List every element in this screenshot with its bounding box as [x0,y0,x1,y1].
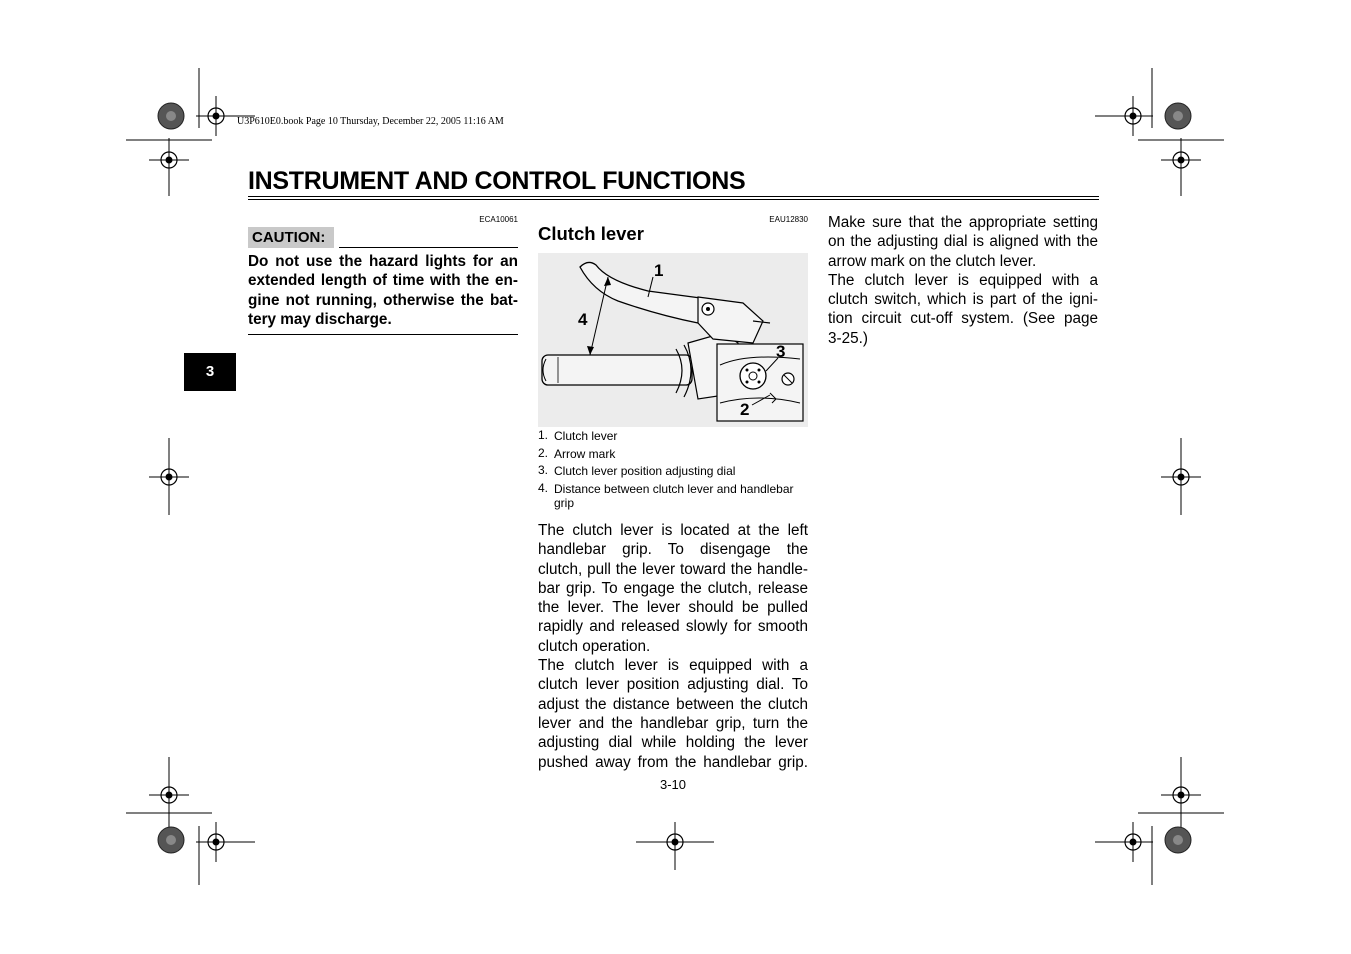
caption-text: Clutch lever position adjusting dial [554,464,736,478]
text-line: arrow mark on the clutch lever. [828,252,1037,270]
caution-line: extended length of time with the en- [248,272,518,290]
caption-number: 1. [538,428,549,442]
caution-code: ECA10061 [479,215,518,224]
figure-captions [538,427,810,510]
caption-number: 4. [538,480,549,495]
page-number: 3-10 [659,777,687,792]
caption-text: Arrow mark [554,446,616,461]
text-line: on the adjusting dial is aligned with the [828,233,1098,251]
right-column-text [828,213,1098,348]
callout-4: 4 [578,310,588,329]
caution-line: gine not running, otherwise the bat- [248,291,518,309]
caption-number: 2. [538,445,549,460]
caption-text: Clutch lever [554,429,618,443]
caution-line: tery may discharge. [248,310,392,328]
text-line: adjusting dial while holding the lever [538,734,808,752]
color-registration-icon [1165,103,1191,129]
caution-bottom-rule [248,334,518,335]
text-line: lever and the handlebar grip, turn the [538,714,808,732]
clutch-lever-illustration [538,253,808,427]
caution-line: Do not use the hazard lights for an [248,253,518,270]
clutch-body-text [538,521,808,772]
caption-item [538,427,810,445]
text-line: the lever. The lever should be pulled [538,599,808,617]
chapter-tab: 3 [184,353,236,391]
caption-item [538,462,810,480]
text-line: pushed away from the handlebar grip. [538,753,808,771]
caption-item [538,445,810,463]
page-title: INSTRUMENT AND CONTROL FUNCTIONS [248,167,746,195]
text-line: rapidly and released slowly for smooth [538,618,808,636]
caution-label: CAUTION: [248,227,334,248]
text-line: The clutch lever is located at the left [538,522,808,539]
title-rule [248,196,1099,197]
text-line: handlebar grip. To disengage the [538,541,808,559]
section-title: Clutch lever [538,223,644,244]
text-line: clutch, pull the lever toward the handle- [538,560,808,578]
text-line: clutch lever position adjusting dial. To [538,676,808,694]
color-registration-icon [158,827,184,853]
color-registration-icon [1165,827,1191,853]
text-line: clutch operation. [538,637,651,655]
title-rule [248,199,1099,200]
clutch-lever-drawing [538,253,808,427]
text-line: bar grip. To engage the clutch, release [538,579,808,597]
text-line: adjust the distance between the clutch [538,695,808,713]
text-line: The clutch lever is equipped with a [828,271,1098,289]
print-info: U3P610E0.book Page 10 Thursday, December 22, 2005 11:16 AM [237,116,504,127]
text-line: clutch switch, which is part of the igni- [828,291,1098,309]
text-line: Make sure that the appropriate setting [828,214,1098,231]
text-line: The clutch lever is equipped with a [538,657,808,675]
callout-2: 2 [740,400,750,419]
callout-1: 1 [654,261,664,280]
callout-3: 3 [776,342,786,361]
caption-text: Distance between clutch lever and handlebar grip [554,481,794,510]
caption-number: 3. [538,463,549,477]
text-line: tion circuit cut-off system. (See page [828,310,1098,328]
caution-rule [339,247,518,248]
caption-item [538,480,810,510]
color-registration-icon [158,103,184,129]
caution-text [248,252,518,329]
section-code: EAU12830 [769,215,808,224]
text-line: 3-25.) [828,329,868,347]
